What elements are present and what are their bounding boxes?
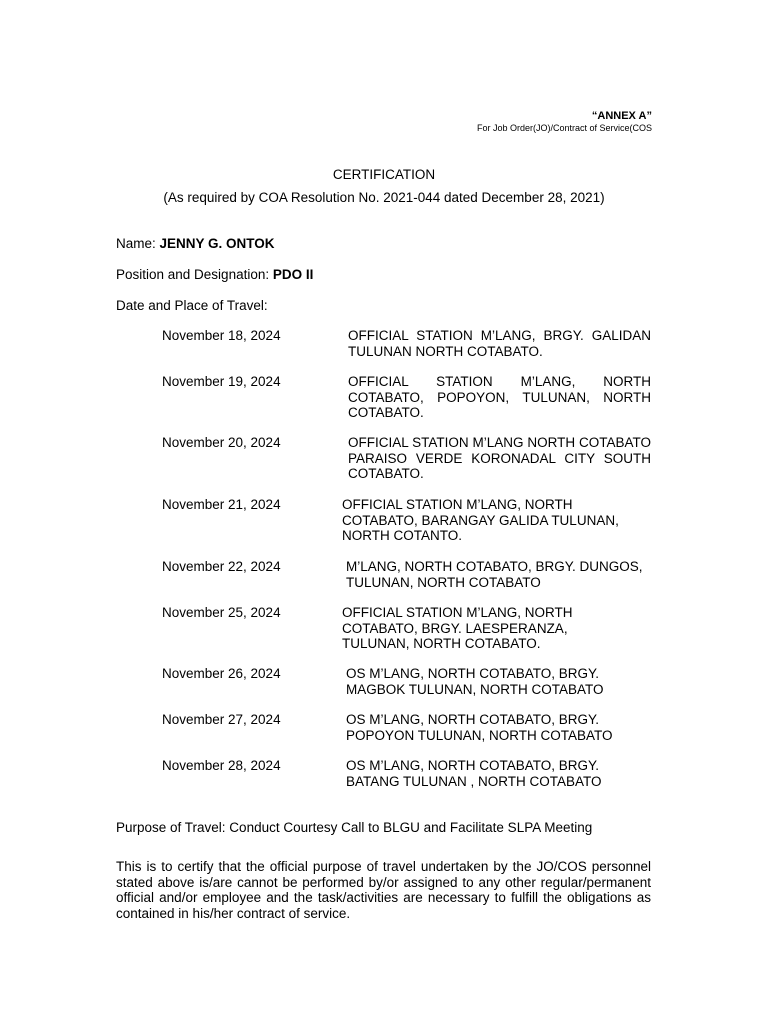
annex-title: “ANNEX A” <box>591 110 652 122</box>
annex-subtitle: For Job Order(JO)/Contract of Service(COS <box>476 123 652 133</box>
travel-date: November 26, 2024 <box>162 666 281 681</box>
position-field <box>116 267 313 283</box>
name-label: Name: <box>116 236 156 251</box>
travel-place: OFFICIAL STATION M’LANG, BRGY. GALIDAN TULUNAN NORTH COTABATO. <box>348 328 651 359</box>
travel-place: OFFICIAL STATION M’LANG, NORTH COTABATO, POPOYON, TULUNAN, NORTH COTABATO. <box>348 374 651 420</box>
travel-place: OS M’LANG, NORTH COTABATO, BRGY. BATANG TULUNAN , NORTH COTABATO <box>346 758 602 789</box>
travel-date: November 19, 2024 <box>162 374 281 389</box>
travel-date: November 21, 2024 <box>162 497 281 512</box>
position-value: PDO II <box>272 267 314 282</box>
travel-date: November 22, 2024 <box>162 559 281 574</box>
certification-statement: This is to certify that the official purpose of travel undertaken by the JO/COS personnel stated above is/are cannot be performed by/or assigned to any other regular/permanent official and/or employee and the task/activities are necessary to fulfill the obligations as contained in his/her contract of service. <box>116 859 651 921</box>
travel-date: November 20, 2024 <box>162 435 281 450</box>
name-field <box>116 236 275 252</box>
travel-place: M’LANG, NORTH COTABATO, BRGY. DUNGOS, TULUNAN, NORTH COTABATO <box>346 559 643 590</box>
purpose-of-travel: Purpose of Travel: Conduct Courtesy Call to BLGU and Facilitate SLPA Meeting <box>116 820 593 835</box>
position-label: Position and Designation: <box>116 267 270 282</box>
travel-date: November 18, 2024 <box>162 328 281 343</box>
page-title: CERTIFICATION <box>332 167 436 182</box>
travel-place: OFFICIAL STATION M’LANG NORTH COTABATO PARAISO VERDE KORONADAL CITY SOUTH COTABATO. <box>348 435 651 481</box>
name-value: JENNY G. ONTOK <box>159 236 275 251</box>
page-subtitle: (As required by COA Resolution No. 2021-044 dated December 28, 2021) <box>163 190 605 205</box>
travel-place: OFFICIAL STATION M’LANG, NORTH COTABATO, BARANGAY GALIDA TULUNAN, NORTH COTANTO. <box>342 497 619 543</box>
travel-date: November 25, 2024 <box>162 605 281 620</box>
travel-label: Date and Place of Travel: <box>116 298 268 313</box>
travel-place: OFFICIAL STATION M’LANG, NORTH COTABATO, BRGY. LAESPERANZA, TULUNAN, NORTH COTABATO. <box>342 605 573 651</box>
travel-place: OS M’LANG, NORTH COTABATO, BRGY. POPOYON TULUNAN, NORTH COTABATO <box>346 712 613 743</box>
travel-date: November 27, 2024 <box>162 712 281 727</box>
travel-date: November 28, 2024 <box>162 758 281 773</box>
travel-place: OS M’LANG, NORTH COTABATO, BRGY. MAGBOK TULUNAN, NORTH COTABATO <box>346 666 604 697</box>
